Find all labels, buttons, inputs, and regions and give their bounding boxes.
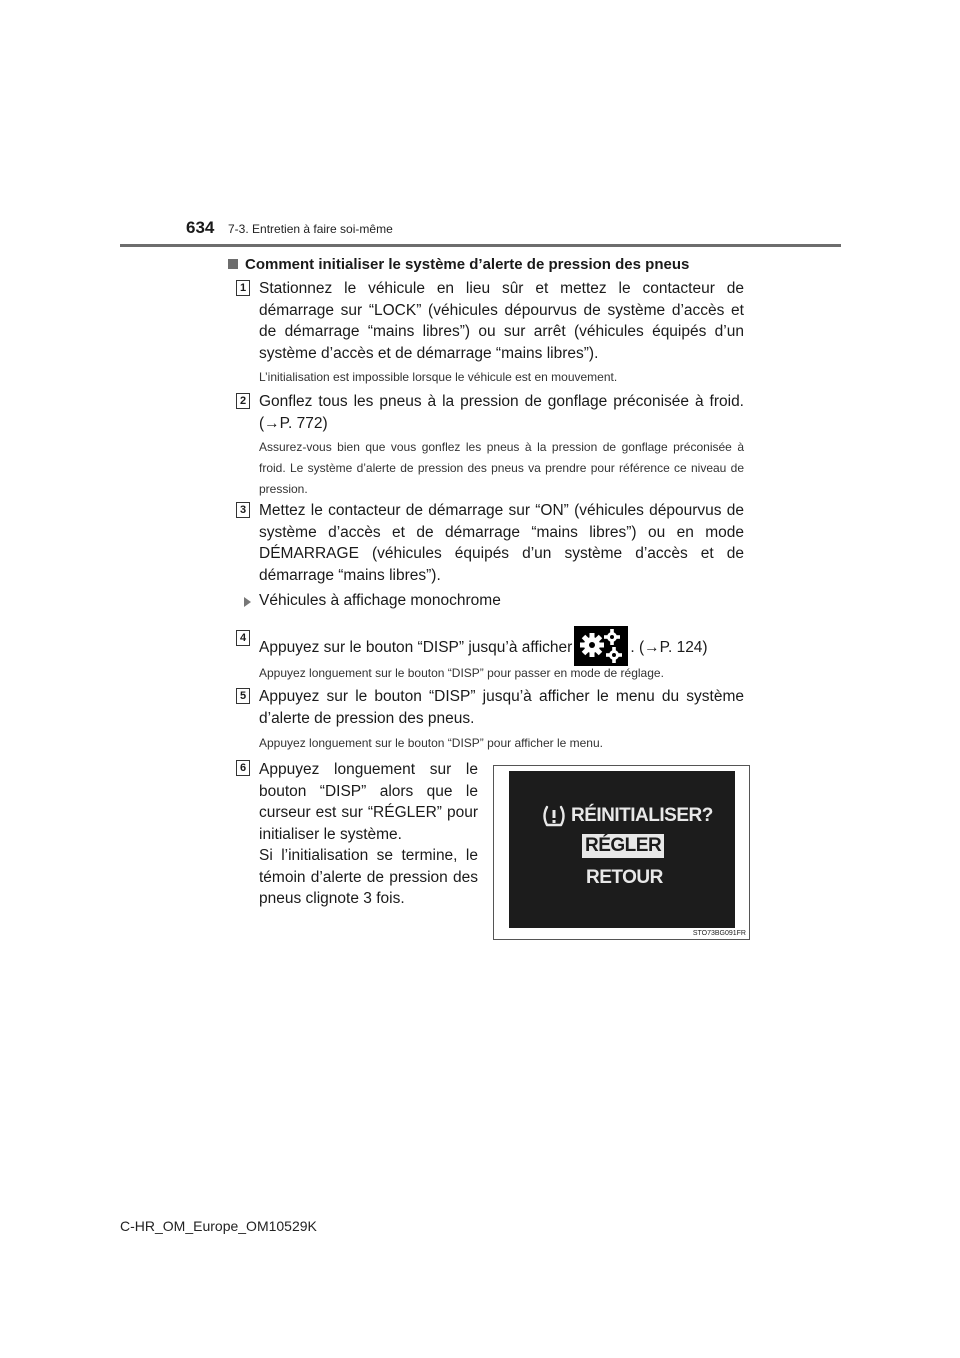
step-number-4: 4 xyxy=(236,630,250,646)
multi-info-display xyxy=(509,771,735,928)
display-figure xyxy=(493,765,750,940)
figure-code: STO73BG091FR xyxy=(692,930,746,937)
section-title: 7-3. Entretien à faire soi-même xyxy=(228,222,393,236)
step-6-text-a: Appuyez longuement sur le bouton “DISP” alors que le curseur est sur “RÉGLER” pour initialiser le système. xyxy=(259,761,478,843)
settings-gears-icon xyxy=(574,626,628,666)
step-6-text xyxy=(259,759,478,910)
procedure-heading xyxy=(228,256,689,273)
step-5-text: Appuyez sur le bouton “DISP” jusqu’à afficher le menu du système d’alerte de pression des pneus. xyxy=(259,688,744,727)
step-4-text-before: Appuyez sur le bouton “DISP” jusqu’à afficher xyxy=(259,639,573,657)
screen-option-back: RETOUR xyxy=(586,867,663,888)
heading-text: Comment initialiser le système d’alerte de pression des pneus xyxy=(245,256,690,273)
step-1-text: Stationnez le véhicule en lieu sûr et mettez le contacteur de démarrage sur “LOCK” (véhicules dépourvus de système d’accès et de démarrage “mains libres”) ou sur arrêt (véhicules équipés d’un système d’accès et de démarrage “mains libres”). xyxy=(259,280,744,362)
sub-heading-arrow-icon xyxy=(244,597,251,607)
step-3-text: Mettez le contacteur de démarrage sur “ON” (véhicules dépourvus de système d’accès et de démarrage “mains libres”) ou en mode DÉMARRAGE (véhicules équipés d’un système d’accès et de démarrage “mains libres”). xyxy=(259,502,744,584)
step-4-text xyxy=(259,628,744,668)
screen-title: RÉINITIALISER? xyxy=(571,805,713,826)
tire-pressure-warning-icon xyxy=(539,804,569,828)
footer-doc-id: C-HR_OM_Europe_OM10529K xyxy=(120,1218,317,1234)
screen-option-selected: RÉGLER xyxy=(582,834,664,858)
heading-bullet xyxy=(228,259,238,269)
step-4-text-after: . (→P. 124) xyxy=(630,639,708,657)
step-5-note: Appuyez longuement sur le bouton “DISP” pour afficher le menu. xyxy=(259,736,603,750)
step-2-text: Gonflez tous les pneus à la pression de gonflage préconisée à froid. (→P. 772) xyxy=(259,393,744,432)
step-number-1: 1 xyxy=(236,280,250,296)
step-number-3: 3 xyxy=(236,502,250,518)
sub-heading: Véhicules à affichage monochrome xyxy=(259,592,501,609)
step-4-note: Appuyez longuement sur le bouton “DISP” pour passer en mode de réglage. xyxy=(259,666,664,680)
step-number-6: 6 xyxy=(236,760,250,776)
step-6-text-b: Si l’initialisation se termine, le témoin d’alerte de pression des pneus clignote 3 fois. xyxy=(259,847,478,907)
step-2-note: Assurez-vous bien que vous gonflez les pneus à la pression de gonflage préconisée à froid. Le système d’alerte de pression des pneus va prendre pour référence ce niveau de pression. xyxy=(259,440,744,496)
header-rule xyxy=(120,244,841,247)
page-number: 634 xyxy=(186,218,215,237)
step-1-note: L’initialisation est impossible lorsque le véhicule est en mouvement. xyxy=(259,370,618,384)
step-number-5: 5 xyxy=(236,688,250,704)
step-number-2: 2 xyxy=(236,393,250,409)
